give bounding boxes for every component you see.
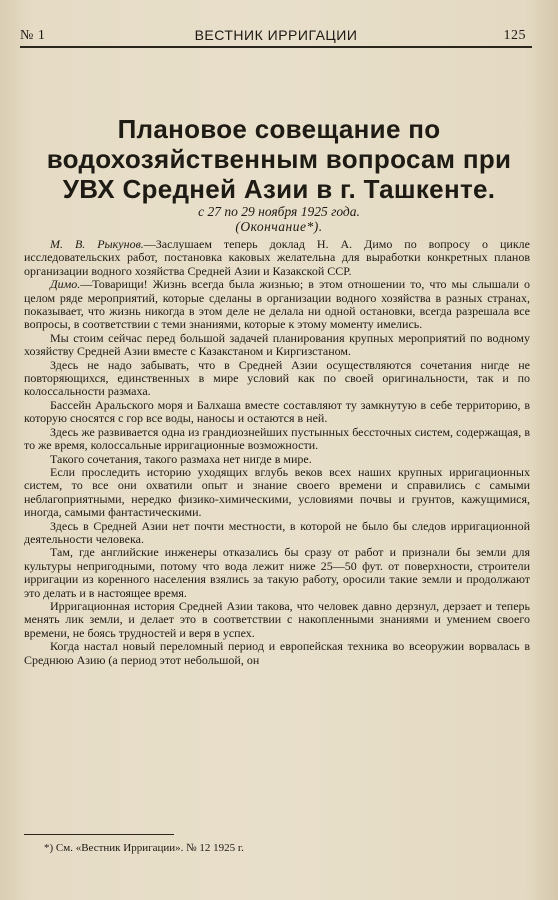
paragraph: М. В. Рыкунов.—Заслушаем теперь доклад Н. А. Димо по вопросу о цикле исследовательских работ, постановка каковых желательна для выработки конкретных планов организации водного хозяйства Средней Азии и Казакской ССР. bbox=[24, 237, 530, 278]
paragraph: Здесь в Средней Азии нет почти местности, в которой не было бы следов ирригационной деятельности человека. bbox=[24, 518, 530, 546]
article-title: Плановое совещание по водохозяйственным вопросам при УВХ Средней Азии в г. Ташкенте. bbox=[46, 114, 512, 204]
paragraph: Здесь не надо забывать, что в Средней Азии осуществляются сочетания нигде не повторяющихся, единственных в мире условий как по своей оригинальности, так и по колоссальности размаха. bbox=[24, 357, 530, 399]
speaker-name: М. В. Рыкунов. bbox=[50, 237, 144, 251]
footnote-divider bbox=[24, 834, 174, 835]
paragraph: Бассейн Аральского моря и Балхаша вместе составляют ту замкнутую в себе территорию, в которую сносятся с гор все воды, наносы и остаются в ней. bbox=[24, 397, 530, 426]
paragraph: Если проследить историю уходящих вглубь веков всех наших крупных ирригационных систем, то все они охватили опыт и знание своего времени и справились с самыми неблагоприятными, нередко физико-химическими, условиями почвы и грунтов, кажущимися, иногда, самыми фантастическими. bbox=[24, 464, 530, 520]
issue-number: № 1 bbox=[20, 28, 46, 43]
article-body bbox=[24, 238, 530, 667]
paragraph: Димо.—Товарищи! Жизнь всегда была жизнью; в этом отношении то, что мы слышали о целом ряде мероприятий, которые сделаны в организации водного хозяйства в разных странах, показывает, что жизнь никогда в этом деле не делала ни одной остановки, всегда разрешала все вопросы, в соответствии с теми знаниями, которые к этому моменту имелись. bbox=[24, 277, 530, 332]
paragraph: Здесь же развивается одна из грандиознейших пустынных бессточных систем, содержащая, в то же время, колоссальные ирригационные возможности. bbox=[24, 424, 530, 453]
continuation-note: (Окончание*). bbox=[235, 219, 323, 234]
article-dates: с 27 по 29 ноября 1925 года. bbox=[198, 204, 360, 219]
footnote: *) См. «Вестник Ирригации». № 12 1925 г. bbox=[44, 842, 244, 854]
journal-title: ВЕСТНИК ИРРИГАЦИИ bbox=[194, 27, 358, 43]
paragraph: Мы стоим сейчас перед большой задачей планирования крупных мероприятий по водному хозяйству Средней Азии вместе с Казакстаном и Киргизстаном. bbox=[24, 330, 530, 359]
page-number: 125 bbox=[503, 28, 526, 43]
paragraph: Там, где английские инженеры отказались бы сразу от работ и признали бы земли для культуры непригодными, потому что вода лежит ниже 25—50 фут. от поверхности, строители ирригации из коренного населения взялись за такую работу, оросили такие земли и продолжают это делать и в настоящее время. bbox=[24, 545, 530, 600]
running-header bbox=[20, 26, 532, 48]
paragraph: Когда настал новый переломный период и европейская техника во всеоружии ворвалась в Среднюю Азию (а период этот небольшой, он bbox=[24, 639, 530, 667]
speaker-name: Димо. bbox=[50, 277, 81, 292]
paragraph: Такого сочетания, такого размаха нет нигде в мире. bbox=[50, 451, 312, 466]
paragraph: Ирригационная история Средней Азии такова, что человек давно дерзнул, дерзает и теперь менять лик земли, и делает это в соответствии с накопленными знаниями и умением своего времени, не боясь трудностей и веря в успех. bbox=[24, 598, 530, 640]
